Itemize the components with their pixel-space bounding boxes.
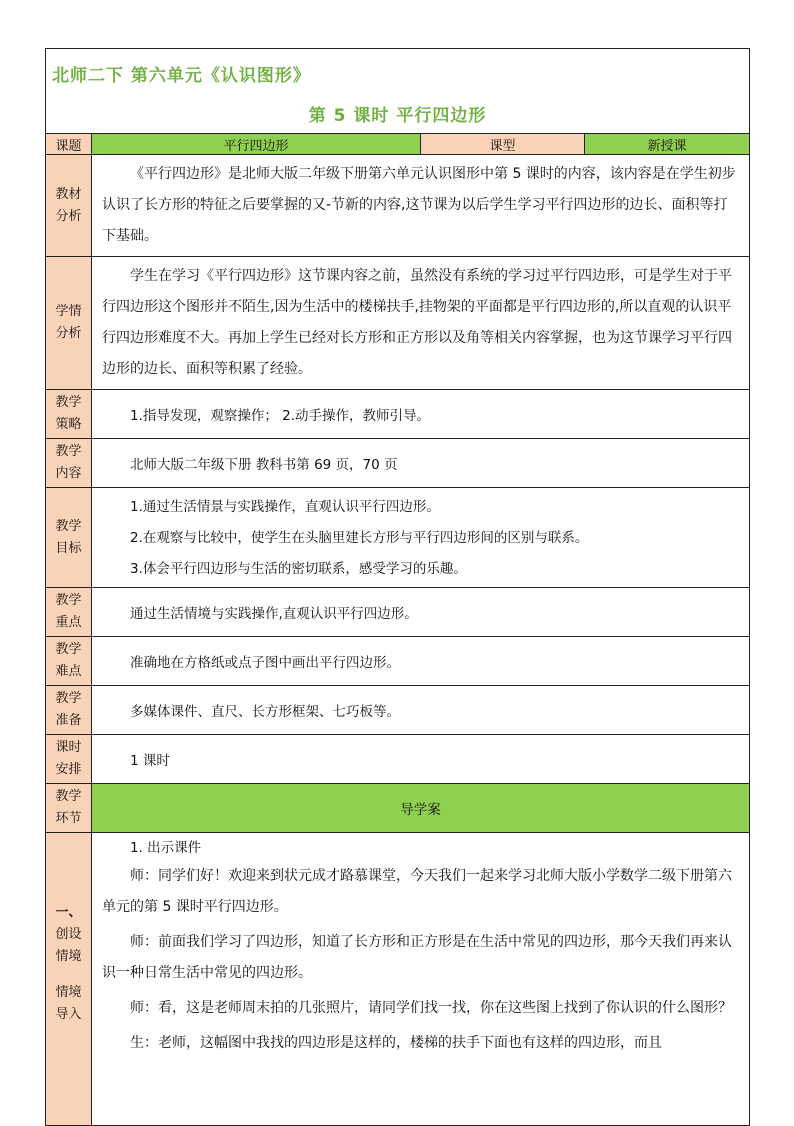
section-one-body [92, 833, 750, 1126]
key-label: 教学 重点 [46, 588, 92, 637]
dialogue-paragraph: 师：同学们好！欢迎来到状元成才路慕课堂，今天我们一起来学习北师大版小学数学二级下册第六单元的第 5 课时平行四边形。 [102, 868, 732, 915]
prep-label: 教学 准备 [46, 686, 92, 735]
section-one-label: 一、 创设 情境 情境 导入 [46, 833, 92, 1126]
step-heading: 1. 出示课件 [130, 840, 202, 856]
prep-text: 多媒体课件、直尺、长方形框架、七巧板等。 [92, 686, 750, 735]
textbook-analysis: 《平行四边形》是北师大版二年级下册第六单元认识图形中第 5 课时的内容，该内容是在学生初步认识了长方形的特征之后要掌握的又-节新的内容,这节课为以后学生学习平行四边形的边长、面积等打下基础。 [92, 155, 750, 257]
dialogue-paragraph: 师：看，这是老师周末拍的几张照片，请同学们找一找，你在这些图上找到了你认识的什么图形？ [130, 1000, 732, 1016]
students-label: 学情 分析 [46, 257, 92, 390]
textbook-label: 教材 分析 [46, 155, 92, 257]
topic-value: 平行四边形 [92, 134, 421, 155]
students-analysis: 学生在学习《平行四边形》这节课内容之前，虽然没有系统的学习过平行四边形，可是学生对于平行四边形这个图形并不陌生,因为生活中的楼梯扶手,挂物架的平面都是平行四边形的,所以直观的认识平行四边形难度不大。再加上学生已经对长方形和正方形以及角等相关内容掌握，也为这节课学习平行四边形的边长、面积等积累了经验。 [92, 257, 750, 390]
goals-label: 教学 目标 [46, 488, 92, 588]
content-text: 北师大版二年级下册 教科书第 69 页，70 页 [92, 439, 750, 488]
lesson-plan-sheet [45, 48, 749, 1126]
dialogue-paragraph: 生：老师，这幅图中我找的四边形是这样的，楼梯的扶手下面也有这样的四边形，而且 [130, 1035, 662, 1051]
difficulty-label: 教学 难点 [46, 637, 92, 686]
header-cell [46, 49, 750, 134]
schedule-text: 1 课时 [92, 735, 750, 784]
type-label: 课型 [421, 134, 585, 155]
goals-list [92, 488, 750, 588]
strategy-text: 1.指导发现，观察操作； 2.动手操作，教师引导。 [92, 390, 750, 439]
strategy-label: 教学 策略 [46, 390, 92, 439]
content-label: 教学 内容 [46, 439, 92, 488]
lesson-plan-table [45, 48, 750, 1126]
goal-item: 2.在观察与比较中，使学生在头脑里建长方形与平行四边形间的区别与联系。 [130, 530, 589, 546]
goal-item: 1.通过生活情景与实践操作，直观认识平行四边形。 [130, 499, 440, 515]
type-value: 新授课 [585, 134, 750, 155]
difficulty-text: 准确地在方格纸或点子图中画出平行四边形。 [92, 637, 750, 686]
key-text: 通过生活情境与实践操作,直观认识平行四边形。 [92, 588, 750, 637]
dialogue-paragraph: 师：前面我们学习了四边形，知道了长方形和正方形是在生活中常见的四边形，那今天我们再来认识一种日常生活中常见的四边形。 [102, 934, 732, 981]
stage-label: 教学 环节 [46, 784, 92, 833]
series-title: 北师二下 第六单元《认识图形》 [52, 66, 311, 86]
goal-item: 3.体会平行四边形与生活的密切联系，感受学习的乐趣。 [130, 561, 467, 577]
lesson-title: 第 5 课时 平行四边形 [308, 106, 487, 126]
schedule-label: 课时 安排 [46, 735, 92, 784]
guide-header: 导学案 [92, 784, 750, 833]
topic-label: 课题 [46, 134, 92, 155]
